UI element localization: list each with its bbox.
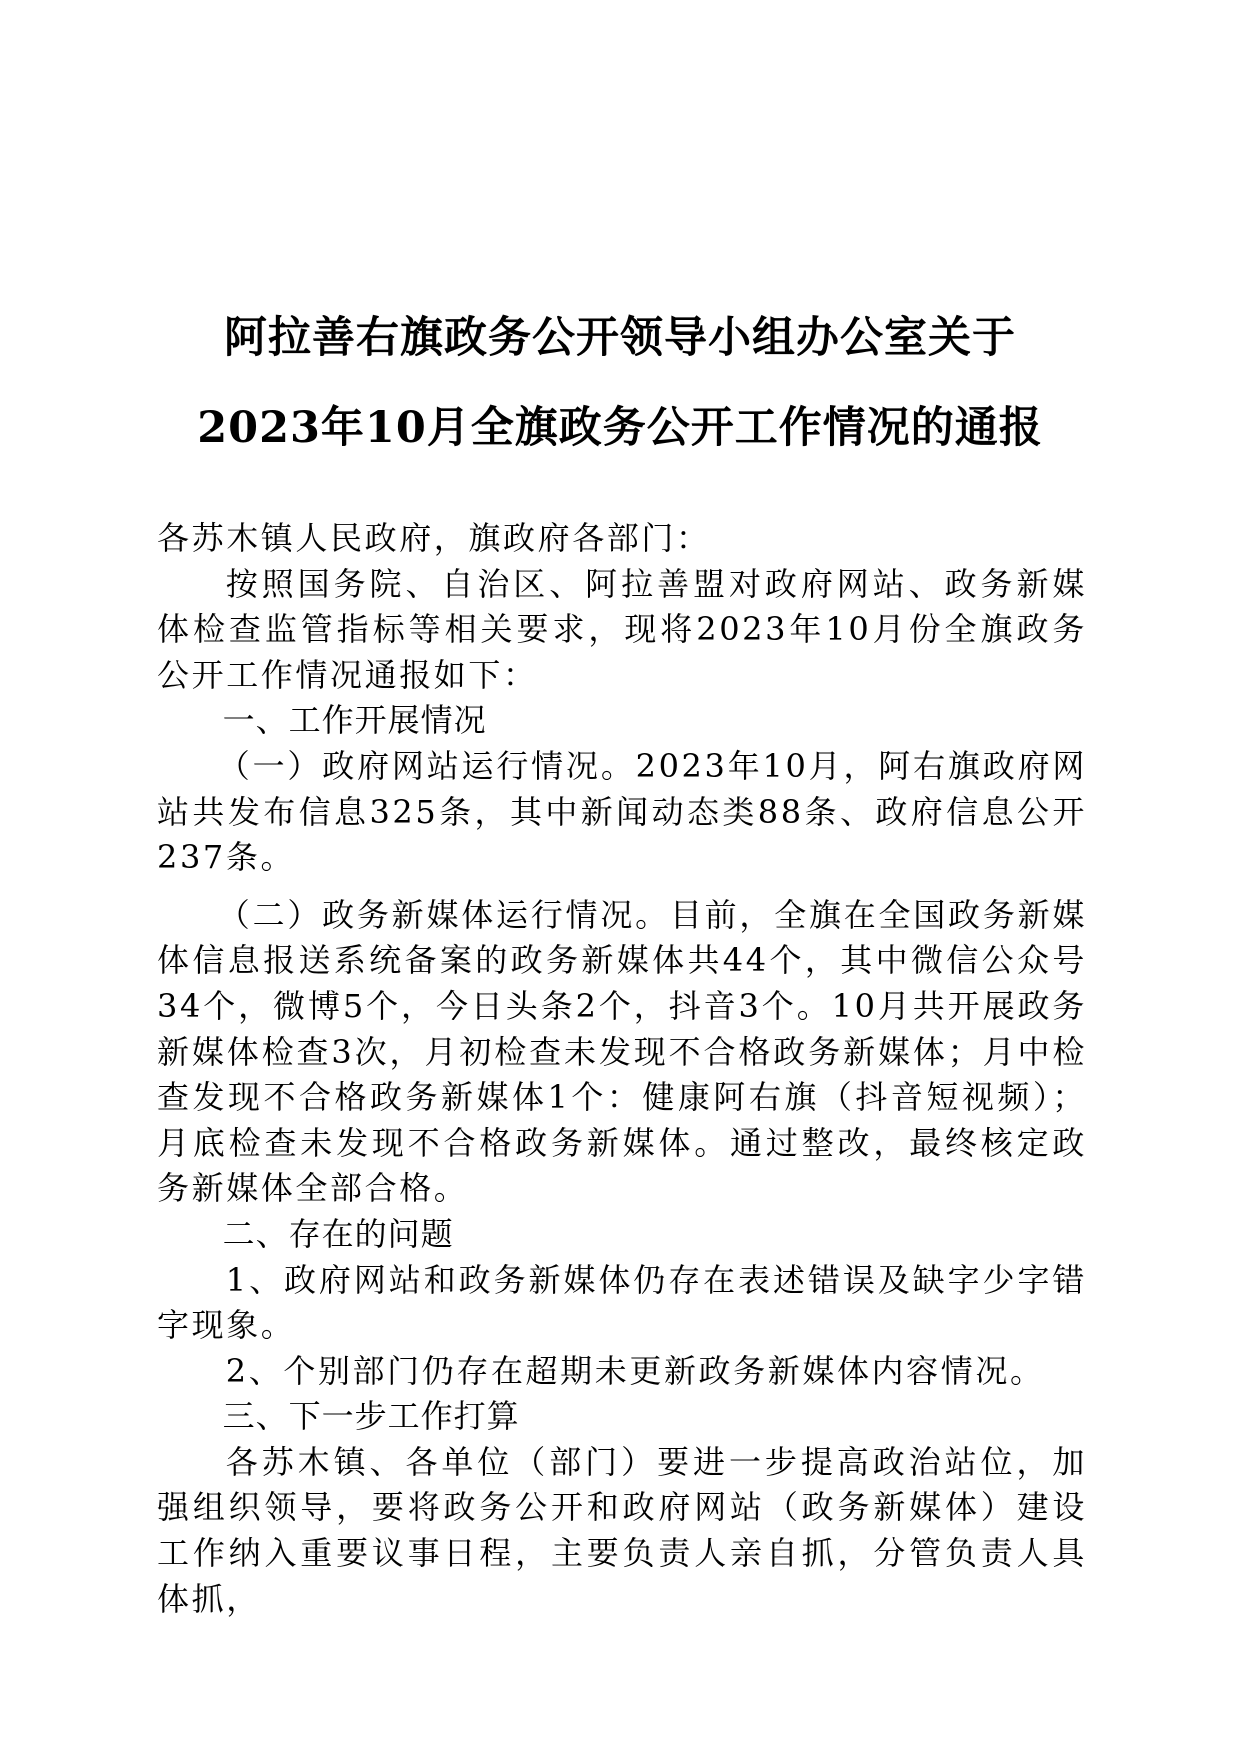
section2-heading: 二、存在的问题 [222, 1214, 454, 1253]
intro-paragraph: 按照国务院、自治区、阿拉善盟对政府网站、政务新媒体检查监管指标等相关要求，现将2023年10月份全旗政务公开工作情况通报如下： [157, 564, 1087, 694]
salutation: 各苏木镇人民政府，旗政府各部门： [157, 519, 711, 557]
document-body [157, 516, 1087, 1622]
document-title-line1: 阿拉善右旗政务公开领导小组办公室关于 [224, 313, 1016, 363]
section2-item1: 1、政府网站和政务新媒体仍存在表述错误及缺字少字错字现象。 [157, 1260, 1087, 1345]
section3-heading: 三、下一步工作打算 [222, 1397, 520, 1436]
section3-paragraph: 各苏木镇、各单位（部门）要进一步提高政治站位，加强组织领导，要将政务公开和政府网站（政务新媒体）建设工作纳入重要议事日程，主要负责人亲自抓，分管负责人具体抓， [157, 1442, 1087, 1618]
section2-item2: 2、个别部门仍存在超期未更新政务新媒体内容情况。 [225, 1351, 1045, 1390]
section1-item1: （一）政府网站运行情况。2023年10月，阿右旗政府网站共发布信息325条，其中新闻动态类88条、政府信息公开237条。 [157, 746, 1087, 877]
section1-heading: 一、工作开展情况 [222, 701, 487, 740]
document-title-line2: 2023年10月全旗政务公开工作情况的通报 [197, 403, 1043, 453]
section1-item2: （二）政务新媒体运行情况。目前，全旗在全国政务新媒体信息报送系统备案的政务新媒体共44个，其中微信公众号34个，微博5个，今日头条2个，抖音3个。10月共开展政务新媒体检查3次，月初检查未发现不合格政务新媒体；月中检查发现不合格政务新媒体1个：健康阿右旗（抖音短视频）；月底检查未发现不合格政务新媒体。通过整改，最终核定政务新媒体全部合格。 [157, 895, 1087, 1208]
